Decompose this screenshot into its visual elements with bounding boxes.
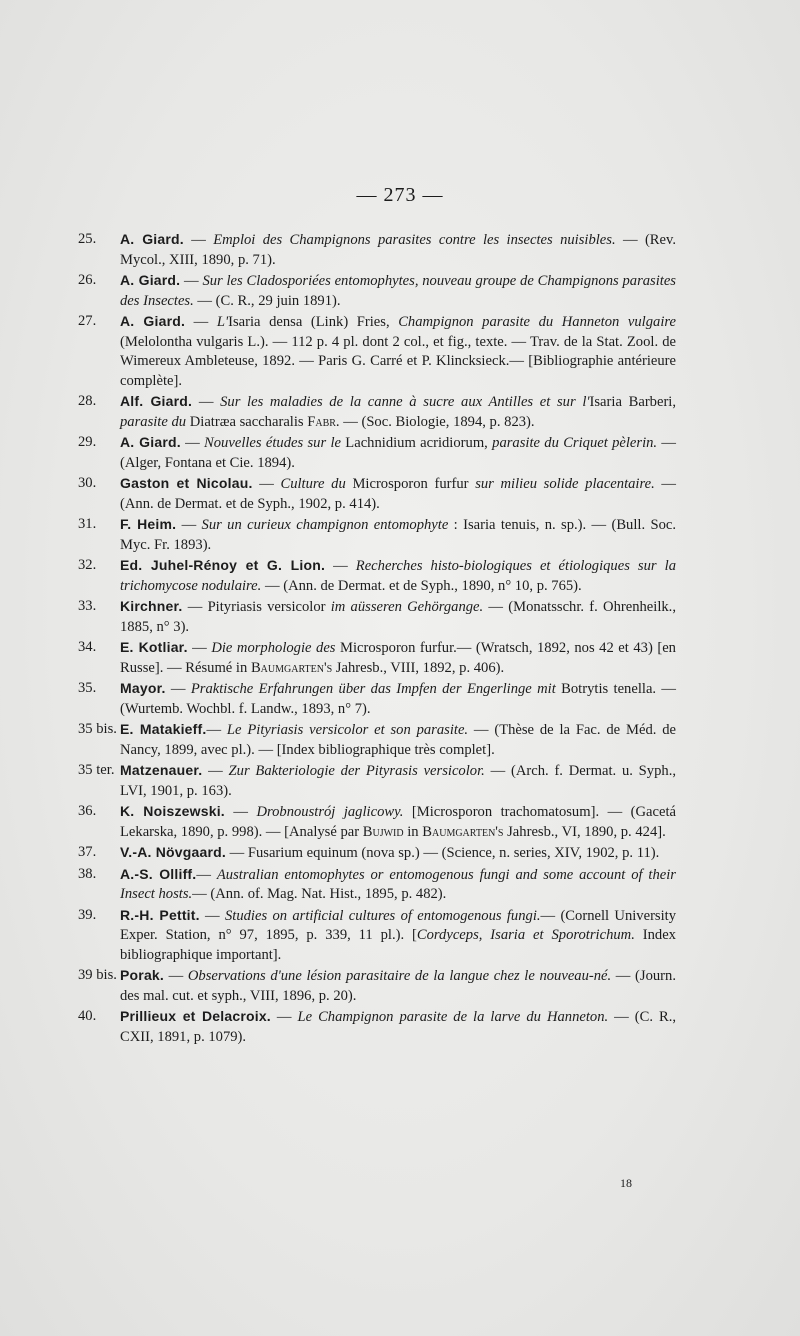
- entry-text: —: [270, 1009, 298, 1025]
- entry-text: Praktische Erfahrungen über das Impfen der Engerlinge mit: [190, 681, 556, 697]
- bibliography-entry: [78, 312, 676, 391]
- bibliography-entry: [78, 906, 676, 966]
- entry-text: —: [183, 232, 214, 248]
- entry-author: E. Kotliar.: [120, 639, 188, 655]
- entry-text: — (Cornell University Exper. Station, n° 97, 1895, p. 339, 11 pl.). [: [120, 907, 677, 943]
- entry-text: Die morphologie des: [211, 640, 336, 656]
- entry-author: E. Matakieff.: [120, 721, 207, 737]
- entry-text: —: [192, 394, 221, 410]
- bibliography-entry: [78, 392, 676, 432]
- entry-text: Fabr.: [307, 413, 340, 430]
- entry-text: parasite du: [120, 413, 187, 430]
- entry-text: —: [176, 517, 202, 533]
- entry-text: — (Monatsschr. f. Ohrenheilk., 1885, n° 3).: [120, 599, 676, 635]
- entry-text: Culture du: [280, 476, 346, 492]
- entry-author: Alf. Giard.: [120, 393, 193, 409]
- entry-text: Studies on artificial cultures of entomogenous fungi.: [224, 907, 541, 924]
- bibliography-list: [78, 230, 676, 1048]
- entry-number: 35 ter.: [78, 762, 115, 778]
- entry-number: 40.: [78, 1008, 97, 1024]
- entry-text: Isaria Barberi,: [589, 394, 677, 410]
- entry-text: Jahresb., VIII, 1892, p. 406).: [332, 659, 505, 676]
- entry-text: im aüsseren Gehörgange.: [330, 599, 484, 615]
- entry-text: — Fusarium equinum (nova sp.) — (Science, n. series, XIV, 1902, p. 11).: [225, 845, 660, 861]
- entry-text: Cordyceps, Isaria et Sporotrichum.: [416, 927, 635, 943]
- bibliography-entry: [78, 638, 676, 678]
- entry-author: A. Giard.: [120, 231, 184, 247]
- entry-text: Microsporon furfur.— (Wratsch, 1892, nos 42 et 43) [en Russe]. — Résumé in: [120, 640, 676, 676]
- entry-text: Recherches histo-biologiques et étiologiques sur la trichomycose nodulaire.: [120, 558, 677, 594]
- entry-text: — (Thèse de la Fac. de Méd. de Nancy, 1899, avec pl.). — [Index bibliographique très complet].: [120, 722, 676, 758]
- page-number: — 273 —: [356, 184, 444, 206]
- entry-text: —: [206, 722, 227, 738]
- entry-author: Gaston et Nicolau.: [120, 475, 253, 491]
- entry-text: —: [196, 866, 217, 883]
- entry-text: —: [202, 763, 229, 779]
- entry-text: : Isaria tenuis, n. sp.). — (Bull. Soc. Myc. Fr. 1893).: [120, 517, 676, 553]
- entry-author: F. Heim.: [120, 516, 177, 532]
- entry-text: — (Alger, Fontana et Cie. 1894).: [120, 435, 676, 471]
- entry-text: —: [325, 558, 356, 574]
- entry-number: 34.: [78, 639, 97, 655]
- entry-number: 39 bis.: [78, 967, 117, 983]
- entry-author: V.-A. Növgaard.: [120, 844, 226, 860]
- entry-text: Jahresb., VI, 1890, p. 424].: [503, 823, 666, 840]
- bibliography-entry: [78, 843, 676, 864]
- entry-number: 37.: [78, 844, 97, 860]
- entry-text: Microsporon furfur: [345, 476, 476, 492]
- entry-author: R.-H. Pettit.: [120, 906, 200, 923]
- entry-number: 31.: [78, 516, 97, 532]
- entry-text: —: [164, 968, 188, 984]
- entry-text: [Microsporon trachomatosum]. — (Gacetá Lekarska, 1890, p. 998). — [Analysé par: [120, 804, 676, 840]
- entry-text: —: [185, 314, 217, 330]
- entry-text: Drobnoustrój jaglicowy.: [256, 804, 404, 820]
- entry-number: 38.: [78, 865, 97, 882]
- entry-text: — (Ann. of. Mag. Nat. Hist., 1895, p. 482).: [192, 886, 447, 902]
- entry-text: Nouvelles études sur le: [204, 435, 341, 451]
- entry-text: — (Ann. de Dermat. et de Syph., 1902, p. 414).: [120, 476, 677, 512]
- entry-author: A. Giard.: [120, 434, 181, 450]
- entry-text: —: [180, 435, 205, 451]
- entry-number: 35.: [78, 680, 97, 696]
- bibliography-entry: [78, 515, 676, 555]
- entry-text: Le Champignon parasite de la larve du Hanneton.: [297, 1009, 609, 1025]
- entry-text: —: [165, 681, 191, 697]
- entry-number: 32.: [78, 557, 97, 573]
- entry-text: in: [403, 823, 423, 840]
- entry-number: 30.: [78, 475, 97, 491]
- bibliography-entry: [78, 474, 676, 514]
- entry-number: 25.: [78, 231, 97, 247]
- entry-number: 26.: [78, 272, 97, 288]
- entry-number: 33.: [78, 598, 97, 614]
- entry-text: —: [199, 907, 225, 924]
- bibliography-entry: [78, 556, 676, 596]
- entry-text: Emploi des Champignons parasites contre les insectes nuisibles.: [213, 232, 616, 248]
- entry-text: — (Soc. Biologie, 1894, p. 823).: [339, 413, 535, 430]
- entry-text: (Melolontha vulgaris L.). — 112 p. 4 pl. dont 2 col., et fig., texte. — Trav. de la Stat. Zool. de Wimereux Ambleteuse, 1892. — Paris G. Carré et P. Klincksieck.— [Bibliographie antérieure complète].: [120, 333, 676, 389]
- entry-text: —: [180, 273, 203, 289]
- bibliography-entry: [78, 597, 676, 637]
- bibliography-entry: [78, 1007, 676, 1047]
- entry-text: sur milieu solide placentaire.: [475, 476, 655, 492]
- entry-number: 27.: [78, 313, 97, 329]
- entry-text: — (Journ. des mal. cut. et syph., VIII, 1896, p. 20).: [120, 968, 676, 1004]
- entry-author: Porak.: [120, 967, 164, 983]
- entry-text: Observations d'une lésion parasitaire de la langue chez le nouveau-né.: [187, 968, 612, 984]
- entry-text: Botrytis tenella. — (Wurtemb. Wochbl. f. Landw., 1893, n° 7).: [120, 681, 677, 717]
- signature-mark: 18: [620, 1176, 632, 1190]
- entry-author: A. Giard.: [120, 313, 186, 329]
- entry-text: Australian entomophytes or entomogenous fungi and some account of their Insect hosts.: [120, 866, 676, 902]
- entry-text: Baumgarten's: [250, 659, 333, 676]
- entry-text: Baumgarten's: [422, 823, 504, 840]
- entry-text: parasite du Criquet pèlerin.: [492, 435, 658, 451]
- entry-number: 28.: [78, 393, 97, 409]
- entry-text: — (Arch. f. Dermat. u. Syph., LVI, 1901, p. 163).: [120, 763, 676, 799]
- entry-author: A. Giard.: [120, 272, 181, 288]
- entry-text: Diatræa saccharalis: [186, 413, 308, 430]
- entry-number: 29.: [78, 434, 97, 450]
- entry-text: Sur un curieux champignon entomophyte: [201, 517, 449, 533]
- entry-text: Le Pityriasis versicolor et son parasite.: [226, 722, 469, 738]
- entry-author: Mayor.: [120, 680, 166, 696]
- entry-text: —: [224, 804, 257, 820]
- entry-text: —: [252, 476, 281, 492]
- bibliography-entry: [78, 761, 676, 801]
- bibliography-entry: [78, 230, 676, 270]
- entry-author: K. Noiszewski.: [120, 803, 225, 819]
- entry-text: Sur les Cladosporiées entomophytes, nouveau groupe de Champignons parasites des Insectes.: [120, 273, 676, 309]
- entry-text: — (C. R., 29 juin 1891).: [193, 292, 341, 309]
- entry-author: A.-S. Olliff.: [120, 865, 197, 882]
- entry-text: — (Ann. de Dermat. et de Syph., 1890, n° 10, p. 765).: [261, 577, 582, 594]
- entry-text: — (C. R., CXII, 1891, p. 1079).: [120, 1009, 676, 1045]
- entry-text: Zur Bakteriologie der Pityrasis versicolor.: [228, 763, 485, 779]
- entry-author: Prillieux et Delacroix.: [120, 1008, 271, 1024]
- entry-text: Champignon parasite du Hanneton vulgaire: [398, 314, 676, 330]
- entry-number: 35 bis.: [78, 721, 117, 737]
- entry-text: — Pityriasis versicolor: [182, 599, 331, 615]
- entry-author: Kirchner.: [120, 598, 183, 614]
- entry-text: L': [216, 314, 229, 330]
- bibliography-entry: [78, 865, 676, 905]
- bibliography-entry: [78, 802, 676, 842]
- entry-author: Ed. Juhel-Rénoy et G. Lion.: [120, 557, 326, 573]
- entry-author: Matzenauer.: [120, 762, 203, 778]
- bibliography-entry: [78, 720, 676, 760]
- entry-text: Isaria densa (Link) Fries,: [228, 314, 399, 330]
- entry-text: —: [187, 640, 212, 656]
- entry-text: Lachnidium acridiorum,: [341, 435, 493, 451]
- entry-text: Sur les maladies de la canne à sucre aux Antilles et sur l': [220, 394, 590, 410]
- bibliography-entry: [78, 966, 676, 1006]
- entry-number: 39.: [78, 906, 97, 923]
- bibliography-entry: [78, 271, 676, 311]
- entry-text: Bujwid: [362, 823, 404, 840]
- entry-text: Index bibliographique important].: [120, 927, 676, 963]
- entry-number: 36.: [78, 803, 97, 819]
- entry-text: — (Rev. Mycol., XIII, 1890, p. 71).: [120, 232, 677, 268]
- bibliography-entry: [78, 433, 676, 473]
- bibliography-entry: [78, 679, 676, 719]
